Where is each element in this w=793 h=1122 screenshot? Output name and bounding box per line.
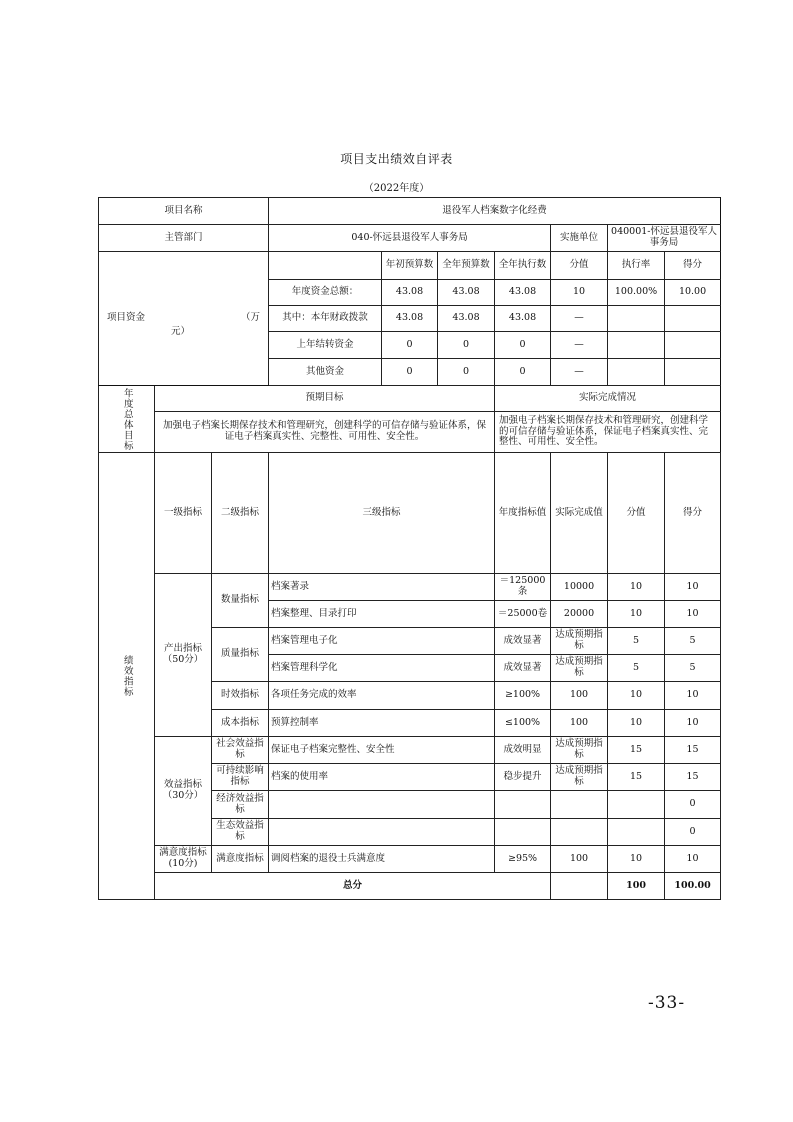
target-cell: ≥95% — [495, 846, 551, 873]
funds-cell: 0 — [495, 332, 551, 359]
score-cell: 10 — [665, 682, 721, 710]
total-blank — [551, 873, 608, 900]
score-cell: 15 — [665, 737, 721, 764]
row-goals-header — [99, 386, 721, 412]
l2-social: 社会效益指标 — [212, 737, 269, 764]
l2-quality: 质量指标 — [212, 628, 269, 682]
l2-quantity: 数量指标 — [212, 574, 269, 628]
funds-cell: 0 — [438, 359, 495, 386]
target-cell — [495, 791, 551, 819]
target-cell: ≤100% — [495, 710, 551, 737]
funds-row-label: 上年结转资金 — [269, 332, 382, 359]
funds-cell — [665, 359, 721, 386]
ind-header-target: 年度指标值 — [495, 453, 551, 574]
l3-cell — [269, 819, 495, 846]
funds-cell — [608, 332, 665, 359]
value-cell — [608, 819, 665, 846]
funds-row-label: 年度资金总额： — [269, 280, 382, 306]
value-cell: 10 — [608, 601, 665, 628]
score-cell: 5 — [665, 628, 721, 655]
value-cell: 15 — [608, 764, 665, 791]
l3-cell: 档案著录 — [269, 574, 495, 601]
score-cell: 10 — [665, 710, 721, 737]
funds-cell: 100.00% — [608, 280, 665, 306]
target-cell: 成效明显 — [495, 737, 551, 764]
funds-header-rate: 执行率 — [608, 252, 665, 280]
funds-cell: 0 — [382, 359, 438, 386]
actual-cell: 100 — [551, 710, 608, 737]
funds-header-initial: 年初预算数 — [382, 252, 438, 280]
actual-cell: 20000 — [551, 601, 608, 628]
page-subtitle: （2022年度） — [363, 183, 430, 194]
target-cell: 成效显著 — [495, 628, 551, 655]
indicator-row — [99, 846, 721, 873]
impl-label: 实施单位 — [551, 225, 608, 252]
actual-cell: 100 — [551, 682, 608, 710]
target-cell: 成效显著 — [495, 655, 551, 682]
l2-timeliness: 时效指标 — [212, 682, 269, 710]
page-title: 项目支出绩效自评表 — [340, 152, 453, 166]
ind-header-l2: 二级指标 — [212, 453, 269, 574]
funds-cell: 10.00 — [665, 280, 721, 306]
value-cell — [608, 791, 665, 819]
funds-header-score: 得分 — [665, 252, 721, 280]
total-value: 100 — [608, 873, 665, 900]
funds-cell: 0 — [438, 332, 495, 359]
project-name-value: 退役军人档案数字化经费 — [269, 198, 721, 225]
value-cell: 5 — [608, 655, 665, 682]
funds-cell — [608, 306, 665, 332]
score-cell: 0 — [665, 791, 721, 819]
target-cell: 稳步提升 — [495, 764, 551, 791]
impl-value: 040001-怀远县退役军人事务局 — [608, 225, 721, 252]
funds-row-label: 其中：本年财政拨款 — [269, 306, 382, 332]
performance-table — [98, 197, 721, 900]
l3-cell: 保证电子档案完整性、安全性 — [269, 737, 495, 764]
funds-cell — [665, 332, 721, 359]
goals-expected-header: 预期目标 — [155, 386, 495, 412]
row-funds-header — [99, 252, 721, 280]
goals-expected-text: 加强电子档案长期保存技术和管理研究，创建科学的可信存储与验证体系，保证电子档案真实性、完整性、可用性、安全性。 — [155, 412, 495, 453]
funds-header-blank — [269, 252, 382, 280]
ind-header-score: 得分 — [665, 453, 721, 574]
goals-label-cell — [99, 386, 155, 453]
l2-cost: 成本指标 — [212, 710, 269, 737]
l2-economic: 经济效益指标 — [212, 791, 269, 819]
l2-ecological: 生态效益指标 — [212, 819, 269, 846]
l3-cell: 调阅档案的退役士兵满意度 — [269, 846, 495, 873]
indicators-label: 绩效指标 — [121, 655, 133, 698]
project-funds-label — [99, 252, 269, 386]
actual-cell: 10000 — [551, 574, 608, 601]
funds-label-unit-a: （万 — [241, 311, 261, 323]
funds-cell: 10 — [551, 280, 608, 306]
total-label: 总分 — [155, 873, 551, 900]
funds-cell: 43.08 — [382, 306, 438, 332]
funds-row-label: 其他资金 — [269, 359, 382, 386]
ind-header-l3: 三级指标 — [269, 453, 495, 574]
indicators-label-cell — [99, 453, 155, 900]
score-cell: 10 — [665, 601, 721, 628]
goals-label: 年度总体目标 — [121, 387, 133, 451]
funds-cell: — — [551, 359, 608, 386]
target-cell: ＝25000卷 — [495, 601, 551, 628]
row-indicators-header — [99, 453, 721, 574]
value-cell: 10 — [608, 710, 665, 737]
funds-cell: 43.08 — [438, 306, 495, 332]
value-cell: 15 — [608, 737, 665, 764]
l1-benefit: 效益指标（30分） — [155, 737, 212, 846]
l2-sustain: 可持续影响指标 — [212, 764, 269, 791]
funds-cell: — — [551, 332, 608, 359]
score-cell: 15 — [665, 764, 721, 791]
l2-satisfaction: 满意度指标 — [212, 846, 269, 873]
actual-cell: 达成预期指标 — [551, 655, 608, 682]
value-cell: 5 — [608, 628, 665, 655]
ind-header-actual: 实际完成值 — [551, 453, 608, 574]
funds-label-unit-b: 元） — [171, 325, 191, 337]
actual-cell — [551, 819, 608, 846]
total-score: 100.00 — [665, 873, 721, 900]
l1-output: 产出指标（50分） — [155, 574, 212, 737]
ind-header-l1: 一级指标 — [155, 453, 212, 574]
target-cell — [495, 819, 551, 846]
funds-header-annual: 全年预算数 — [438, 252, 495, 280]
l3-cell: 档案管理科学化 — [269, 655, 495, 682]
funds-cell — [608, 359, 665, 386]
goals-actual-header: 实际完成情况 — [495, 386, 721, 412]
row-goals-content — [99, 412, 721, 453]
actual-cell: 100 — [551, 846, 608, 873]
funds-cell: 43.08 — [438, 280, 495, 306]
page-number: -33- — [648, 993, 686, 1013]
ind-header-value: 分值 — [608, 453, 665, 574]
target-cell: ≥100% — [495, 682, 551, 710]
funds-header-executed: 全年执行数 — [495, 252, 551, 280]
funds-cell: 43.08 — [382, 280, 438, 306]
row-department — [99, 225, 721, 252]
row-project-name — [99, 198, 721, 225]
l3-cell: 档案整理、目录打印 — [269, 601, 495, 628]
l3-cell: 档案的使用率 — [269, 764, 495, 791]
score-cell: 10 — [665, 846, 721, 873]
funds-cell: 0 — [382, 332, 438, 359]
l3-cell: 各项任务完成的效率 — [269, 682, 495, 710]
funds-label-main: 项目资金 — [107, 311, 146, 323]
score-cell: 5 — [665, 655, 721, 682]
funds-cell — [665, 306, 721, 332]
dept-label: 主管部门 — [99, 225, 269, 252]
l3-cell: 预算控制率 — [269, 710, 495, 737]
indicator-row — [99, 737, 721, 764]
value-cell: 10 — [608, 574, 665, 601]
funds-cell: 43.08 — [495, 280, 551, 306]
actual-cell: 达成预期指标 — [551, 764, 608, 791]
indicator-row — [99, 574, 721, 601]
funds-cell: — — [551, 306, 608, 332]
goals-actual-text: 加强电子档案长期保存技术和管理研究，创建科学的可信存储与验证体系，保证电子档案真实性、完整性、可用性、安全性。 — [495, 412, 721, 453]
l3-cell — [269, 791, 495, 819]
funds-header-value: 分值 — [551, 252, 608, 280]
score-cell: 10 — [665, 574, 721, 601]
value-cell: 10 — [608, 682, 665, 710]
funds-cell: 0 — [495, 359, 551, 386]
target-cell: ＝125000条 — [495, 574, 551, 601]
l3-cell: 档案管理电子化 — [269, 628, 495, 655]
score-cell: 0 — [665, 819, 721, 846]
l1-satisfaction: 满意度指标(10分) — [155, 846, 212, 873]
row-total — [99, 873, 721, 900]
actual-cell: 达成预期指标 — [551, 737, 608, 764]
actual-cell: 达成预期指标 — [551, 628, 608, 655]
dept-value: 040-怀远县退役军人事务局 — [269, 225, 551, 252]
project-name-label: 项目名称 — [99, 198, 269, 225]
actual-cell — [551, 791, 608, 819]
value-cell: 10 — [608, 846, 665, 873]
funds-cell: 43.08 — [495, 306, 551, 332]
